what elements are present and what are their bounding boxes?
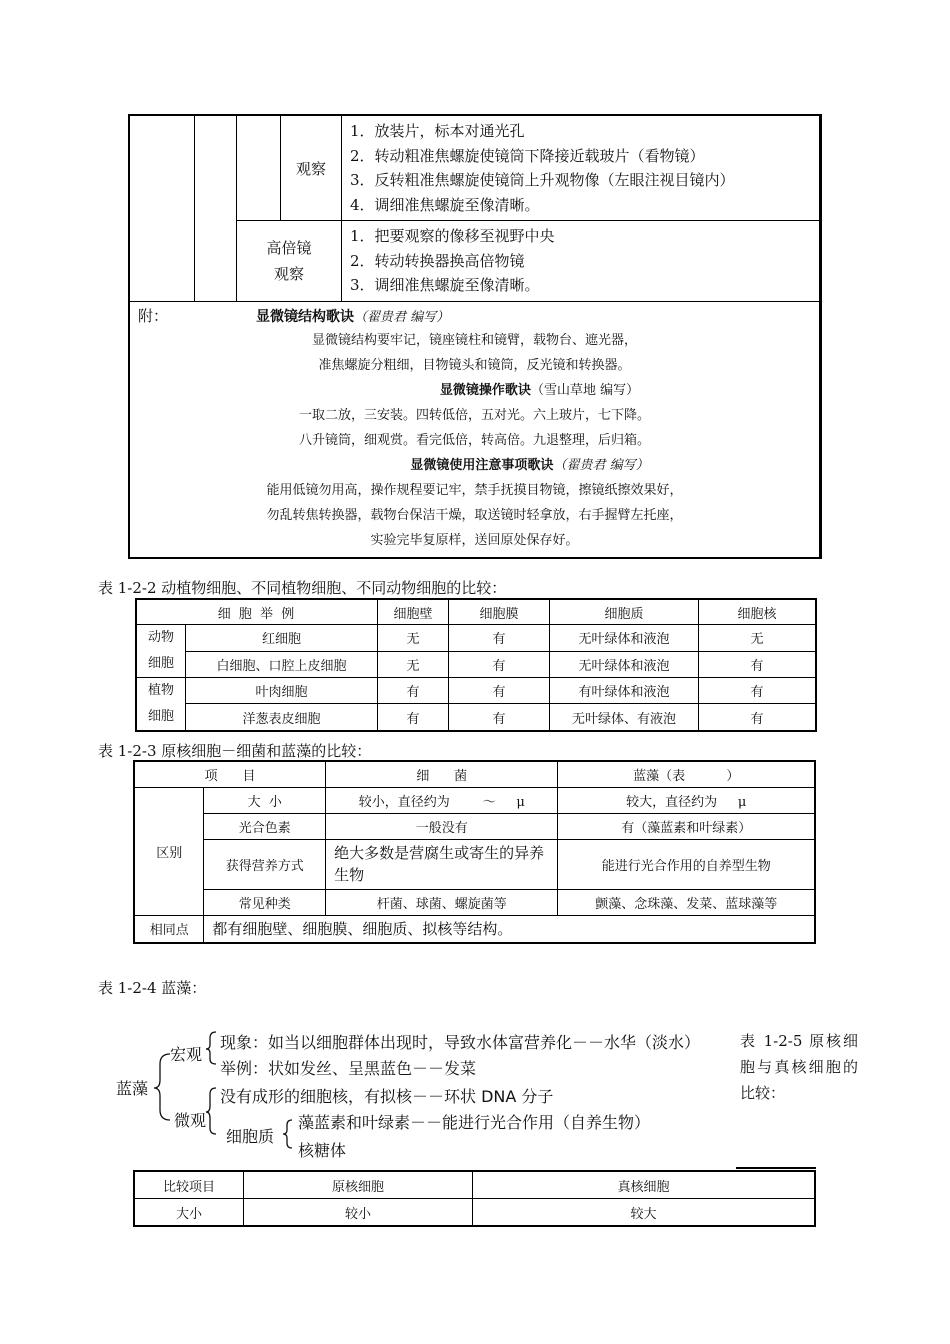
header-cell: 细胞核: [699, 599, 817, 625]
cell: 无: [378, 651, 449, 678]
table-row: [134, 787, 815, 813]
divider: [736, 1167, 816, 1169]
cell: 能进行光合作用的自养型生物: [558, 839, 815, 889]
table-row: [136, 625, 816, 652]
poem1-author: （翟贵君 编写）: [354, 309, 450, 325]
header-cell: 蓝藻（表 ）: [558, 761, 815, 787]
table-row: [134, 889, 815, 915]
cell: 一般没有: [326, 813, 558, 839]
table3-caption: 表 1-2-3 原核细胞－细菌和蓝藻的比较：: [98, 742, 372, 760]
step: 3．反转粗准焦螺旋使镜筒上升观物像（左眼注视目镜内）: [350, 171, 735, 189]
prokaryote-eukaryote-table: [133, 1170, 816, 1227]
group-label-line: 植物: [147, 683, 174, 698]
cell: 无: [699, 625, 817, 652]
poem1-title: 显微镜结构歌诀: [256, 308, 354, 325]
cytoplasm-label: 细胞质: [226, 1127, 275, 1146]
cell: 有: [449, 625, 550, 652]
cell: 红细胞: [186, 625, 378, 652]
table-row: [136, 704, 816, 731]
cell: 较大，直径约为 μ: [558, 787, 815, 813]
poem2-line: 一取二放，三安装。四转低倍，五对光。六上玻片，七下降。: [298, 407, 650, 423]
nucleus-text: 没有成形的细胞核，有拟核－－环状 DNA 分子: [220, 1087, 554, 1106]
cell: 无: [378, 625, 449, 652]
cell: 叶肉细胞: [186, 678, 378, 704]
table-row: [134, 813, 815, 839]
cell: 无叶绿体和液泡: [550, 651, 699, 678]
cell: 有: [449, 651, 550, 678]
prokaryote-table: [133, 760, 816, 944]
pigment-text: 藻蓝素和叶绿素－－能进行光合作用（自养生物）: [298, 1113, 651, 1132]
table-row: [134, 915, 815, 943]
table5-caption: 表 1-2-5 原核细胞与真核细胞的比较：: [740, 1032, 858, 1102]
poem2-author: （雪山草地 编写）: [530, 382, 640, 398]
poem1-line: 准焦螺旋分粗细，目物镜头和镜筒，反光镜和转换器。: [318, 357, 631, 373]
header-cell: 项 目: [134, 761, 326, 787]
blank-cell: [195, 115, 237, 301]
cell: 无叶绿体和液泡: [550, 625, 699, 652]
cell: 获得营养方式: [204, 839, 326, 889]
example-text: 举例：状如发丝、呈黑蓝色－－发菜: [220, 1059, 477, 1078]
poem2-heading: [138, 378, 811, 403]
cell: 光合色素: [204, 813, 326, 839]
table-row: [134, 839, 815, 889]
cell: 无叶绿体、有液泡: [550, 704, 699, 731]
high-power-label: [237, 221, 342, 302]
high-steps: [342, 221, 821, 302]
header-cell: 原核细胞: [244, 1171, 473, 1199]
step: 2．转动粗准焦螺旋使镜筒下降接近载玻片（看物镜）: [350, 146, 705, 165]
microscope-table: [128, 114, 822, 559]
table4-caption: 表 1-2-4 蓝藻：: [98, 979, 207, 997]
poem1-heading: [256, 304, 449, 330]
poem3-line: 实验完毕复原样，送回原处保存好。: [370, 532, 579, 548]
cell: 较大: [473, 1199, 816, 1227]
table-row: [136, 678, 816, 704]
poem3-line: 勿乱转焦转换器，载物台保洁干燥，取送镜时轻拿放，右手握臂左托座，: [266, 507, 683, 523]
high-label-2: 观察: [273, 264, 304, 283]
group-label-line: 动物: [147, 630, 174, 645]
poem3-author: （翟贵君 编写）: [553, 457, 649, 473]
cell: 有: [378, 678, 449, 704]
same-text: 都有细胞壁、细胞膜、细胞质、拟核等结构。: [204, 915, 815, 943]
cell: 常见种类: [204, 889, 326, 915]
header-cell: 细胞壁: [378, 599, 449, 625]
cell-comparison-table: [135, 598, 817, 732]
cell: 大 小: [204, 787, 326, 813]
group-label: [136, 678, 186, 732]
header-cell: 比较项目: [134, 1171, 244, 1199]
header-cell: 真核细胞: [473, 1171, 816, 1199]
cell: 有: [699, 651, 817, 678]
poem3-title: 显微镜使用注意事项歌诀: [410, 457, 554, 473]
step: 1．把要观察的像移至视野中央: [350, 227, 555, 245]
high-label-1: 高倍镜: [266, 238, 312, 257]
cell: 有: [378, 704, 449, 731]
poem2-line: 八升镜筒，细观赏。看完低倍，转高倍。九退整理，后归箱。: [298, 432, 650, 448]
poem1-line: 显微镜结构要牢记，镜座镜柱和镜臂，载物台、遮光器，: [311, 332, 637, 348]
header-cell: 细 胞 举 例: [136, 599, 378, 625]
root-label: 蓝藻: [116, 1079, 149, 1098]
poem2-title: 显微镜操作歌诀: [439, 382, 531, 398]
blue-algae-diagram: [112, 1024, 732, 1164]
step: 2．转动转换器换高倍物镜: [350, 251, 525, 270]
cell: 有（藻蓝素和叶绿素）: [558, 813, 815, 839]
table-row: [134, 1199, 815, 1227]
cell: 有叶绿体和液泡: [550, 678, 699, 704]
group-label-line: 细胞: [147, 656, 174, 671]
header-cell: 细 菌: [326, 761, 558, 787]
header-cell: 细胞质: [550, 599, 699, 625]
cell: 较小，直径约为 ～ μ: [326, 787, 558, 813]
cell: 大小: [134, 1199, 244, 1227]
poem3-heading: [138, 453, 811, 478]
step: 4．调细准焦螺旋至像清晰。: [350, 195, 540, 214]
group-label-line: 细胞: [147, 709, 174, 724]
poem3-line: 能用低镜勿用高，操作规程要记牢，禁手抚摸目物镜，擦镜纸擦效果好，: [266, 482, 683, 498]
cell: 有: [449, 704, 550, 731]
micro-label: 微观: [174, 1111, 207, 1130]
cell: 有: [699, 678, 817, 704]
appendix-label: 附：: [138, 306, 169, 325]
blank-cell: [129, 115, 195, 301]
group-label: [136, 625, 186, 678]
diff-label: 区别: [134, 787, 204, 915]
step: 1．放装片，标本对通光孔: [350, 122, 525, 140]
cell: 较小: [244, 1199, 473, 1227]
observe-label: 观察: [281, 115, 342, 221]
cell: 白细胞、口腔上皮细胞: [186, 651, 378, 678]
blank-cell: [237, 115, 281, 221]
cell: 杆菌、球菌、螺旋菌等: [326, 889, 558, 915]
cell: 洋葱表皮细胞: [186, 704, 378, 731]
table-row: [136, 651, 816, 678]
appendix-cell: [129, 301, 821, 558]
table2-caption: 表 1-2-2 动植物细胞、不同植物细胞、不同动物细胞的比较：: [98, 579, 507, 597]
cell: 颤藻、念珠藻、发菜、蓝球藻等: [558, 889, 815, 915]
header-cell: 细胞膜: [449, 599, 550, 625]
observe-steps: [342, 115, 821, 221]
step: 3．调细准焦螺旋至像清晰。: [350, 276, 540, 294]
phenomenon-text: 现象：如当以细胞群体出现时，导致水体富营养化－－水华（淡水）: [220, 1033, 701, 1052]
cell: 有: [449, 678, 550, 704]
cell: 绝大多数是营腐生或寄生的异养生物: [326, 839, 558, 889]
same-label: 相同点: [134, 915, 204, 943]
cell: 有: [699, 704, 817, 731]
macro-label: 宏观: [170, 1045, 203, 1064]
ribosome-text: 核糖体: [298, 1141, 347, 1160]
